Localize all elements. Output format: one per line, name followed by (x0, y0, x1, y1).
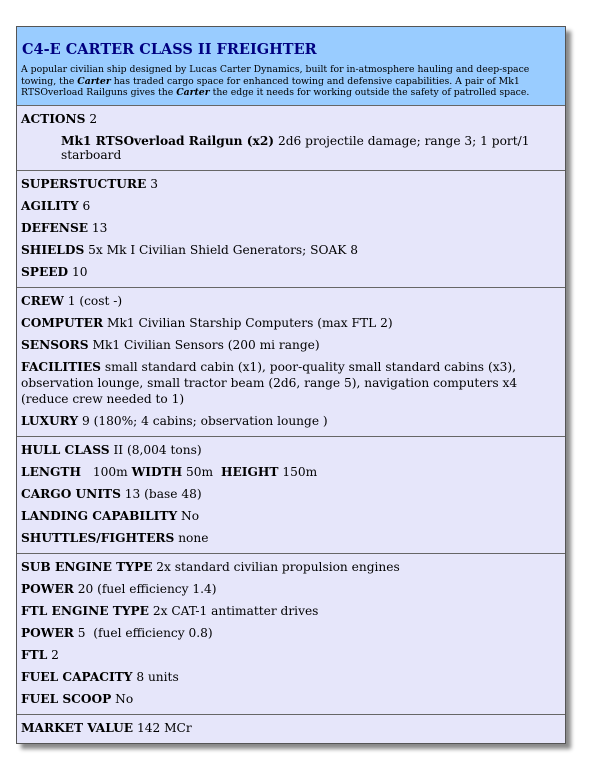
cargo-value: 13 (base 48) (124, 486, 202, 501)
fuel-scoop-row (21, 688, 561, 710)
defense-label: DEFENSE (21, 220, 89, 235)
crew-row (21, 290, 561, 312)
ftl-power-value: 5 (fuel efficiency 0.8) (77, 625, 213, 640)
ship-title: C4-E CARTER CLASS II FREIGHTER (22, 41, 317, 58)
speed-value: 10 (72, 264, 88, 279)
weapon-value: 2d6 projectile damage; range 3; 1 port/1 starboard (61, 133, 530, 162)
dimensions-row (21, 461, 561, 483)
actions-row (21, 108, 561, 130)
ftl-value: 2 (51, 647, 59, 662)
description-part: the edge it needs for working outside the safety of patrolled space. (209, 87, 530, 98)
facilities-row (21, 356, 561, 410)
facilities-label: FACILITIES (21, 359, 101, 374)
actions-value: 2 (89, 111, 98, 126)
sub-engine-label: SUB ENGINE TYPE (21, 559, 153, 574)
height-label: HEIGHT (220, 464, 279, 479)
landing-value: No (181, 508, 200, 523)
ship-name-emphasis: Carter (176, 87, 210, 98)
weapon-row (21, 130, 561, 166)
luxury-value: 9 (180%; 4 cabins; observation lounge ) (81, 413, 328, 428)
superstructure-label: SUPERSTUCTURE (21, 176, 147, 191)
sensors-row (21, 334, 561, 356)
ship-description (21, 64, 561, 99)
fuel-capacity-value: 8 units (136, 669, 179, 684)
computer-value: Mk1 Civilian Starship Computers (max FTL 2) (106, 315, 393, 330)
computer-row (21, 312, 561, 334)
crew-value: 1 (cost -) (67, 293, 123, 308)
ftl-engine-value: 2x CAT-1 antimatter drives (152, 603, 319, 618)
market-value: 142 MCr (136, 720, 192, 735)
agility-value: 6 (82, 198, 91, 213)
ftl-label: FTL (21, 647, 48, 662)
landing-row (21, 505, 561, 527)
length-value: 100m (92, 464, 128, 479)
speed-row (21, 261, 561, 283)
card-header (17, 27, 565, 106)
facilities-value: small standard cabin (x1), poor-quality small standard cabins (x3), observation lounge, small tractor beam (2d6, range 5), navigation computers x4 (reduce crew needed to 1) (21, 359, 518, 406)
shields-value: 5x Mk I Civilian Shield Generators; SOAK 8 (88, 242, 358, 257)
ship-name-emphasis: Carter (77, 75, 111, 87)
length-label: LENGTH (21, 464, 81, 479)
ftl-power-row (21, 622, 561, 644)
cargo-row (21, 483, 561, 505)
shuttles-row (21, 527, 561, 549)
agility-label: AGILITY (21, 198, 79, 213)
hull-section (17, 437, 565, 554)
hull-class-row (21, 439, 561, 461)
sub-power-label: POWER (21, 581, 74, 596)
defense-value: 13 (91, 220, 108, 235)
structure-section (17, 171, 565, 288)
luxury-row (21, 410, 561, 432)
crew-label: CREW (21, 293, 64, 308)
ftl-engine-label: FTL ENGINE TYPE (21, 603, 149, 618)
defense-row (21, 217, 561, 239)
sensors-value: Mk1 Civilian Sensors (200 mi range) (92, 337, 320, 352)
landing-label: LANDING CAPABILITY (21, 508, 178, 523)
actions-section (17, 106, 565, 171)
fuel-capacity-row (21, 666, 561, 688)
agility-row (21, 195, 561, 217)
sub-engine-value: 2x standard civilian propulsion engines (156, 559, 400, 574)
cargo-label: CARGO UNITS (21, 486, 121, 501)
crew-section (17, 288, 565, 437)
height-value: 150m (282, 464, 318, 479)
speed-label: SPEED (21, 264, 69, 279)
luxury-label: LUXURY (21, 413, 79, 428)
description-part: A popular civilian ship designed by Lucas Carter Dynamics, built for in-atmosphere hauling and deep-space towing, the (21, 64, 530, 87)
fuel-capacity-label: FUEL CAPACITY (21, 669, 133, 684)
shields-row (21, 239, 561, 261)
computer-label: COMPUTER (21, 315, 104, 330)
weapon-label: Mk1 RTSOverload Railgun (x2) (61, 133, 275, 148)
hull-class-value: II (8,004 tons) (113, 442, 202, 457)
market-value-row (21, 717, 561, 739)
fuel-scoop-value: No (115, 691, 134, 706)
ftl-power-label: POWER (21, 625, 74, 640)
ftl-engine-row (21, 600, 561, 622)
superstructure-row (21, 173, 561, 195)
superstructure-value: 3 (150, 176, 158, 191)
market-value-label: MARKET VALUE (21, 720, 134, 735)
width-label: WIDTH (131, 464, 183, 479)
shuttles-label: SHUTTLES/FIGHTERS (21, 530, 175, 545)
description-part: has traded cargo space for enhanced towing and defensive capabilities. A pair of Mk1 RTSOverload Railguns gives the (21, 75, 520, 98)
actions-label: ACTIONS (21, 111, 86, 126)
market-section (17, 715, 565, 743)
ship-stat-card (16, 26, 566, 744)
sub-power-value: 20 (fuel efficiency 1.4) (77, 581, 217, 596)
shuttles-value: none (178, 530, 209, 545)
engines-section (17, 554, 565, 715)
ftl-row (21, 644, 561, 666)
width-value: 50m (186, 464, 214, 479)
shields-label: SHIELDS (21, 242, 85, 257)
hull-class-label: HULL CLASS (21, 442, 110, 457)
sub-power-row (21, 578, 561, 600)
fuel-scoop-label: FUEL SCOOP (21, 691, 112, 706)
sensors-label: SENSORS (21, 337, 89, 352)
sub-engine-row (21, 556, 561, 578)
